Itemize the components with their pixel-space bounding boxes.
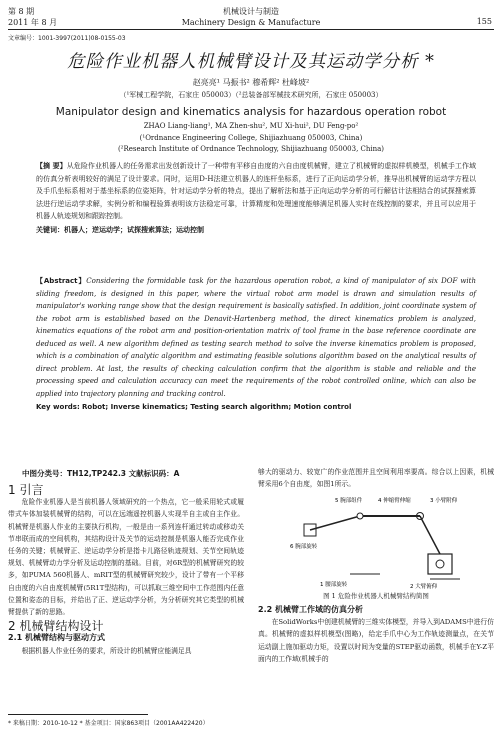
header-rule <box>8 29 494 30</box>
section-2-1-text: 根据机器人作业任务的要求，所设计的机械臂应能满足具 <box>21 646 192 655</box>
abstract-en <box>36 275 476 414</box>
affiliation-zh: （¹军械工程学院，石家庄 050003）（²总装备部军械技术研究所，石家庄 050003） <box>119 91 383 99</box>
section-2-2-text: 在SolidWorks中创建机械臂的三维实体模型，并导入到ADAMS中进行仿真。机械臂的虚拟样机模型(图略)，给定手爪中心为工作轨迹测量点，在关节运动副上施加驱动力矩，设置以时间为变量的STEP驱动函数，机械手在Y-Z平面内的工作域(机械手的 <box>258 618 494 663</box>
abstract-zh-tag: 【摘 要】 <box>36 162 67 170</box>
affiliation-en-1: (¹Ordnance Engineering College, Shijiazhuang 050003, China) <box>139 134 363 142</box>
section-2-1-heading: 2.1 机械臂结构与驱动方式 <box>8 633 105 643</box>
figure-1-caption: 图 1 危险作业机器人机械臂结构简图 <box>323 592 429 600</box>
keywords-zh: 机器人；逆运动学；试探搜索算法；运动控制 <box>64 225 204 234</box>
fig-label-5: 5 腕部组件 <box>335 498 363 504</box>
issue-number: 第 8 期 <box>8 7 35 16</box>
authors-en: ZHAO Liang-liang¹, MA Zhen-shu², MU Xi-hui², DU Feng-po² <box>143 122 359 130</box>
section-1-heading: 1 引言 <box>8 483 44 497</box>
page-number: 155 <box>476 17 492 26</box>
footnote: * 来稿日期：2010-10-12 * 基金项目：国家863项目（2001AA422420） <box>8 720 209 727</box>
title-en: Manipulator design and kinematics analysis for hazardous operation robot <box>55 106 447 118</box>
abstract-zh-text: 从危险作业机器人的任务需求出发创新设计了一种带有平移自由度的六自由度机械臂，建立了机械臂的虚拟样机模型，机械手工作域的仿真分析表明较好的满足了设计要求。同时，运用D-H法建立机器人的连杆坐标系，进行了正向运动学分析，推导出机械臂的运动学方程以及手爪坐标系相对于基坐标系的位姿矩阵，针对运动学分析的特点，提出了解析法和基于正向运动学分析的可行解估计法相结合的试探搜索算法进行逆运动学求解，实例分析和编程验算表明该方法稳定可靠，计算精度和处理速度能够满足机器人实时在线控制的要求，并且可以应用于机器人轨迹规划和跟踪控制。 <box>36 162 477 220</box>
abstract-zh <box>36 160 476 236</box>
keywords-en: Robot; Inverse kinematics; Testing search algorithm; Motion control <box>82 403 352 411</box>
affiliation-en-2: (²Research Institute of Ordnance Technology, Shijiazhuang 050003, China) <box>117 145 385 153</box>
authors-zh: 赵亮亮¹ 马振书² 穆希辉² 杜峰坡² <box>192 78 310 87</box>
title-zh: 危险作业机器人机械臂设计及其运动学分析 * <box>67 52 435 72</box>
issue-date: 2011 年 8 月 <box>8 18 58 27</box>
abstract-en-text: Considering the formidable task for the hazardous operation robot, a kind of manipulator of six DOF with sliding freedom, is designed in this paper, where the virtual robot arm model is drawn and simulation results of manipulator's working range show that the design requirement is basically satisfied. In addition, joint coordinate system of the robot arm is established based on the Denavit-Hartenberg method, the direct kinematics problem is analyzed, kinematics equations of the robot arm and position-orientation matrix of tool frame in the base reference coordinate are deduced as well. A new algorithm defined as testing search method to solve the inverse kinematics problem is proposed, which is a combination of analytic algorithm and estimating feasible solutions algorithm based on the analytical results of direct problem. At last, the results of checking calculation confirm that the algorithm is stable and reliable and the processing speed and calculation accuracy can meet the requirements of the robot controlled online, which can also be applied into trajectory planning and tracking control. <box>36 277 476 398</box>
footnote-rule <box>8 714 148 715</box>
keywords-en-label: Key words: <box>36 403 80 411</box>
article-number: 文章编号：1001-3997(2011)08-0155-03 <box>8 35 126 42</box>
fig-label-2: 2 大臂俯仰 <box>410 584 438 590</box>
fig-label-1: 1 腰部旋转 <box>320 582 348 588</box>
section-1-text: 危险作业机器人是当前机器人领域研究的一个热点，它一般采用轮式或履带式车体加装机械臂的结构，可以在远端遥控机器人实现半自主或自主作业。机械臂是机器人作业的主要执行机构，一般是由一系列连杆通过转动或移动关节串联而成的空间机构，其结构设计及关节的运动控制是机器人能否完成作业任务的关键；机械臂正、逆运动学分析是指卡儿路径轨迹规划、关节空间轨迹规划、机械臂动力学分析及运动控制的基础。目前，对6R型的机械臂研究的较多，如PUMA 560机器人、mRIT型的机械臂研究较少，设计了带有一个平移自由度的六自由度机械臂(5R1T型结构)，可以抓取三维空间中工作范围内任意位置和姿态的目标，并给出了正、逆运动学分析，为分析研究其它类型的机械臂提供了新的思路。 <box>8 498 244 617</box>
fig-label-6: 6 腕部旋转 <box>290 544 318 550</box>
journal-title-en: Machinery Design & Manufacture <box>181 18 321 27</box>
right-column-bottom <box>258 604 494 665</box>
section-2-heading: 2 机械臂结构设计 <box>8 619 104 634</box>
keywords-zh-label: 关键词： <box>36 225 64 234</box>
journal-title-zh: 机械设计与制造 <box>223 7 279 16</box>
manipulator-figure <box>290 494 480 590</box>
fig-label-4: 4 伸缩臂伸缩 <box>378 498 411 504</box>
abstract-en-tag: 【Abstract】 <box>36 277 87 285</box>
left-column <box>8 484 244 657</box>
right-column-top: 够大的驱动力、较宽广的作业范围并且空间利用率要高。综合以上因素，机械臂采用6个自由度，如图1所示。 <box>258 468 494 489</box>
fig-label-3: 3 小臂附仰 <box>430 498 458 504</box>
section-2-2-heading: 2.2 机械臂工作域的仿真分析 <box>258 605 363 614</box>
classification: 中图分类号：TH12,TP242.3 文献标识码：A <box>22 469 180 478</box>
